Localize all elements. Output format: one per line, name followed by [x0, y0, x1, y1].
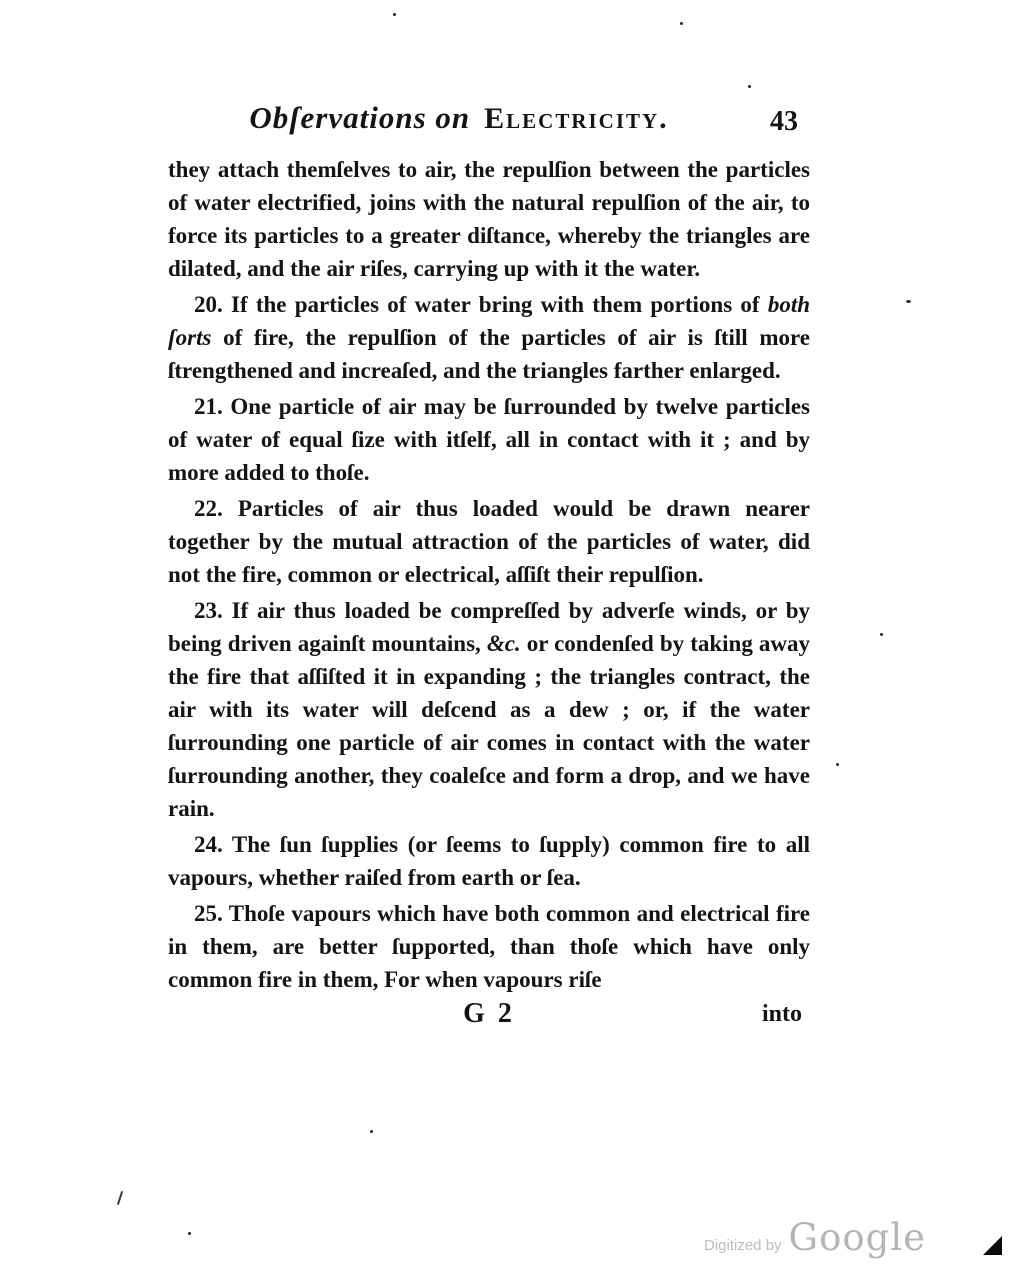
ink-speck: [370, 1130, 373, 1133]
text-segment: they attach themſelves to air, the repulſion between the particles of water electrified, joins with the natural repulſion of the air, to force its particles to a greater diſtance, whereby the triangles are dilated, and the air riſes, carrying up with it the water.: [168, 157, 810, 281]
paragraph: [168, 897, 810, 996]
ink-speck: [748, 85, 751, 88]
paragraph: [168, 828, 810, 894]
ink-speck: [880, 633, 883, 636]
page-number: 43: [770, 106, 798, 137]
text-segment: of fire, the repulſion of the particles of air is ſtill more ſtrengthened and increaſed, and the triangles farther enlarged.: [168, 325, 810, 383]
title-caps-part: Electricity.: [484, 102, 669, 135]
signature-line: [168, 998, 810, 1038]
text-segment: 22. Particles of air thus loaded would be drawn nearer together by the mutual attraction of the particles of water, did not the fire, common or electrical, aſſiſt their repulſion.: [168, 496, 810, 587]
signature-mark: G 2: [463, 998, 515, 1029]
paragraph: [168, 288, 810, 387]
ink-speck: [906, 300, 911, 303]
ink-speck: [188, 1232, 191, 1235]
page-title: [168, 100, 810, 136]
title-italic-part: Obſervations on: [249, 100, 471, 135]
text-segment: 25. Thoſe vapours which have both common and electrical fire in them, are better ſupported, than thoſe which have only common fire in them, For when vapours riſe: [168, 901, 810, 992]
italic-text-segment: both ſorts: [168, 292, 810, 350]
page-body: [168, 153, 810, 996]
paragraph: [168, 390, 810, 489]
google-logo: Google: [788, 1216, 927, 1259]
digitization-watermark: [704, 1216, 926, 1259]
paragraph: [168, 594, 810, 825]
running-header: [168, 100, 810, 146]
text-block: [168, 100, 810, 1038]
text-segment: 23. If air thus loaded be compreſſed by adverſe winds, or by being driven againſt mountains,: [168, 598, 810, 656]
text-segment: 20. If the particles of water bring with them portions of: [194, 292, 768, 317]
digitized-by-label: Digitized by: [704, 1237, 782, 1254]
text-segment: 21. One particle of air may be ſurrounded by twelve particles of water of equal ſize with itſelf, all in contact with it ; and by more added to thoſe.: [168, 394, 810, 485]
page-corner-mark: [983, 1236, 1002, 1255]
stray-slash-mark: [117, 1191, 123, 1205]
italic-text-segment: &c.: [486, 631, 521, 656]
text-segment: or condenſed by taking away the fire that aſſiſted it in expanding ; the triangles contract, the air with its water will deſcend as a dew ; or, if the water ſurrounding one particle of air comes in contact with the water ſurrounding another, they coaleſce and form a drop, and we have rain.: [168, 631, 810, 821]
catchword: into: [761, 1001, 802, 1027]
ink-speck: [680, 22, 683, 25]
ink-speck: [393, 13, 396, 16]
paragraph: [168, 492, 810, 591]
paragraph: [168, 153, 810, 285]
text-segment: 24. The ſun ſupplies (or ſeems to ſupply) common fire to all vapours, whether raiſed from earth or ſea.: [168, 832, 810, 890]
ink-speck: [836, 763, 839, 766]
